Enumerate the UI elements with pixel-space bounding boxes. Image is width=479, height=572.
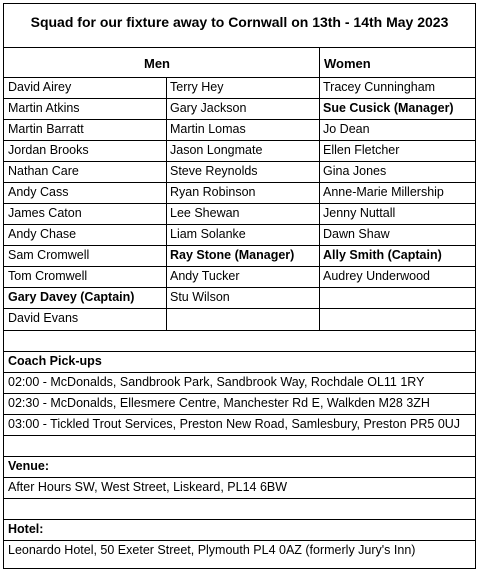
men-player: Ryan Robinson <box>170 185 256 199</box>
men-player: Tom Cromwell <box>8 269 88 283</box>
men-header: Men <box>144 56 170 71</box>
women-player: Jo Dean <box>323 122 370 136</box>
men-player: Stu Wilson <box>170 290 230 304</box>
men-player: Martin Lomas <box>170 122 246 136</box>
men-player: David Evans <box>8 311 79 325</box>
men-player: Sam Cromwell <box>8 248 90 262</box>
women-player: Sue Cusick (Manager) <box>323 101 454 115</box>
venue-heading: Venue: <box>8 459 49 473</box>
venue-address: After Hours SW, West Street, Liskeard, PL14 6BW <box>8 480 288 494</box>
hotel-heading-row <box>4 519 475 540</box>
women-player: Tracey Cunningham <box>323 80 436 94</box>
men-player: Steve Reynolds <box>170 164 258 178</box>
men-player: Lee Shewan <box>170 206 240 220</box>
hotel-address: Leonardo Hotel, 50 Exeter Street, Plymouth PL4 0AZ (formerly Jury's Inn) <box>8 543 416 557</box>
men-player: David Airey <box>8 80 72 94</box>
squad-sheet <box>3 3 476 569</box>
women-player: Gina Jones <box>323 164 387 178</box>
coach-line: 02:00 - McDonalds, Sandbrook Park, Sandbrook Way, Rochdale OL11 1RY <box>8 375 425 389</box>
men-player: Andy Cass <box>8 185 69 199</box>
spacer-row <box>4 435 475 456</box>
coach-line: 03:00 - Tickled Trout Services, Preston New Road, Samlesbury, Preston PR5 0UJ <box>8 417 461 431</box>
women-player: Jenny Nuttall <box>323 206 396 220</box>
sheet-title: Squad for our fixture away to Cornwall on 13th - 14th May 2023 <box>30 14 449 30</box>
men-player: Martin Atkins <box>8 101 80 115</box>
coach-heading: Coach Pick-ups <box>8 354 102 368</box>
spacer-row <box>4 330 475 351</box>
women-header: Women <box>324 56 371 71</box>
men-player: Jordan Brooks <box>8 143 89 157</box>
men-player: Andy Chase <box>8 227 77 241</box>
men-player: Andy Tucker <box>170 269 240 283</box>
men-player: Ray Stone (Manager) <box>170 248 295 262</box>
venue-heading-row <box>4 456 475 477</box>
spacer-row <box>4 498 475 519</box>
col-divider-women <box>319 47 320 330</box>
men-player: Martin Barratt <box>8 122 84 136</box>
men-player: Gary Jackson <box>170 101 247 115</box>
header-row <box>4 47 475 77</box>
men-player: James Caton <box>8 206 82 220</box>
col-divider-men <box>166 77 167 330</box>
men-player: Nathan Care <box>8 164 79 178</box>
men-player: Liam Solanke <box>170 227 246 241</box>
men-player: Terry Hey <box>170 80 224 94</box>
women-player: Anne-Marie Millership <box>323 185 444 199</box>
coach-line: 02:30 - McDonalds, Ellesmere Centre, Manchester Rd E, Walkden M28 3ZH <box>8 396 430 410</box>
women-player: Ally Smith (Captain) <box>323 248 442 262</box>
hotel-heading: Hotel: <box>8 522 44 536</box>
women-player: Dawn Shaw <box>323 227 390 241</box>
men-player: Gary Davey (Captain) <box>8 290 135 304</box>
women-player: Audrey Underwood <box>323 269 431 283</box>
men-player: Jason Longmate <box>170 143 263 157</box>
women-player: Ellen Fletcher <box>323 143 400 157</box>
